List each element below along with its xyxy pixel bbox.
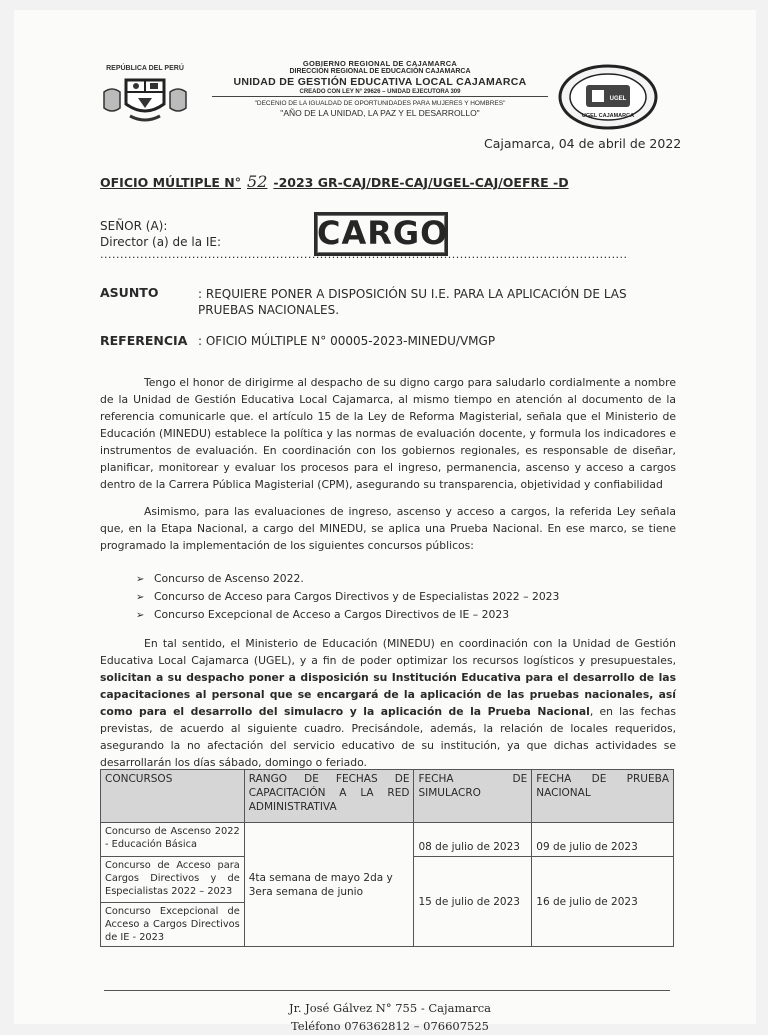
addressee-role: Director (a) de la IE: (100, 235, 222, 249)
arrow-bullet-icon: ➢ (136, 592, 145, 603)
table-cell-simulacro: 08 de julio de 2023 (414, 823, 532, 857)
header-year-motto: "AÑO DE LA UNIDAD, LA PAZ Y EL DESARROLLO" (280, 108, 480, 118)
header-divider (212, 96, 548, 97)
peru-coat-of-arms-logo (90, 56, 200, 126)
table-cell-prueba: 16 de julio de 2023 (532, 857, 674, 947)
header-ugel-title: UNIDAD DE GESTIÓN EDUCATIVA LOCAL CAJAMARCA (233, 76, 527, 88)
table-cell-concurso: Concurso Excepcional de Acceso a Cargos Directivos de IE - 2023 (101, 903, 245, 947)
table-cell-concurso: Concurso de Ascenso 2022 - Educación Básica (101, 823, 245, 857)
table-header-row (101, 770, 674, 823)
footer-phone: Teléfono 076362812 – 076607525 (291, 1019, 489, 1033)
table-cell-simulacro: 15 de julio de 2023 (414, 857, 532, 947)
svg-text:UGEL CAJAMARCA: UGEL CAJAMARCA (581, 113, 635, 119)
body-paragraph-1 (100, 374, 676, 493)
header-decade-motto: "DECENIO DE LA IGUALDAD DE OPORTUNIDADES PARA MUJERES Y HOMBRES" (254, 100, 506, 107)
table-header-cell: FECHA DE PRUEBA NACIONAL (532, 770, 674, 823)
referencia-label: REFERENCIA (100, 333, 188, 348)
footer (240, 999, 540, 1035)
schedule-table (100, 769, 674, 947)
addressee-block (100, 218, 221, 250)
table-row (101, 823, 674, 857)
body-paragraph-2 (100, 503, 676, 554)
addressee-dotted-line: .................................................................................................................................... (100, 248, 628, 261)
header-creation-law: CREADO CON LEY N° 29626 – UNIDAD EJECUTORA 309 (299, 89, 461, 95)
svg-text:REPÚBLICA DEL PERÚ: REPÚBLICA DEL PERÚ (106, 65, 184, 72)
table-cell-concurso: Concurso de Acceso para Cargos Directivos y de Especialistas 2022 – 2023 (101, 857, 245, 903)
header-regional-direction: DIRECCIÓN REGIONAL DE EDUCACIÓN CAJAMARCA (289, 68, 471, 75)
footer-divider (104, 990, 670, 991)
footer-address: Jr. José Gálvez N° 755 - Cajamarca (288, 1001, 492, 1015)
ugel-cajamarca-seal-logo (556, 63, 660, 131)
header-regional-government: GOBIERNO REGIONAL DE CAJAMARCA (302, 59, 458, 68)
paragraph-3-text: En tal sentido, el Ministerio de Educación (MINEDU) en coordinación con la Unidad de Gestión Educativa Local Cajamarca (UGEL), y a fin de poder optimizar los recursos logísticos y presupuestales, solicitan a su despacho poner a disposición su Institución Educativa para el desarrollo de las capacitaciones al personal que se encargará de la aplicación de las pruebas nacionales, así como para el desarrollo del simulacro y la aplicación de la Prueba Nacional, en las fechas previstas, de acuerdo al siguiente cuadro. Precisándole, además, la relación de locales requeridos, asegurando la no afectación del servicio educativo de su institución, ya que dichas actividades se desarrollarán los días sábado, domingo o feriado. (100, 637, 676, 769)
list-item: ➢ Concurso de Ascenso 2022. (136, 570, 559, 588)
body-paragraph-3 (100, 635, 676, 771)
table-cell-prueba: 09 de julio de 2023 (532, 823, 674, 857)
table-header-cell: RANGO DE FECHAS DE CAPACITACIÓN A LA RED ADMINISTRATIVA (244, 770, 414, 823)
list-item: ➢ Concurso Excepcional de Acceso a Cargos Directivos de IE – 2023 (136, 606, 559, 624)
paragraph-2-text: Asimismo, para las evaluaciones de ingreso, ascenso y acceso a cargos, la referida Ley señala que, en la Etapa Nacional, a cargo del MINEDU, se aplica una Prueba Nacional. En ese marco, se tiene programado la implementación de los siguientes concursos públicos: (100, 505, 676, 552)
arrow-bullet-icon: ➢ (136, 574, 145, 585)
asunto-text: : REQUIERE PONER A DISPOSICIÓN SU I.E. PARA LA APLICACIÓN DE LAS PRUEBAS NACIONALES. (198, 287, 627, 317)
svg-text:UGEL: UGEL (609, 96, 627, 102)
table-cell-capacitacion: 4ta semana de mayo 2da y 3era semana de junio (244, 823, 414, 947)
addressee-salutation: SEÑOR (A): (100, 219, 168, 233)
table-header-cell: CONCURSOS (101, 770, 245, 823)
paragraph-1-text: Tengo el honor de dirigirme al despacho de su digno cargo para saludarlo cordialmente a nombre de la Unidad de Gestión Educativa Local Cajamarca, al mismo tiempo en atención al documento de la referencia comunicarle que. el artículo 15 de la Ley de Reforma Magisterial, señala que el Ministerio de Educación (MINEDU) establece la política y las normas de evaluación docente, y formula los indicadores e instrumentos de evaluación. En coordinación con los gobiernos regionales, es responsable de diseñar, planificar, monitorear y evaluar los procesos para el ingreso, permanencia, ascenso y acceso a cargos dentro de la Carrera Pública Magisterial (CPM), asegurando su transparencia, objetividad y confiabilidad (100, 376, 676, 491)
oficio-reference (100, 172, 569, 191)
oficio-suffix: -2023 GR-CAJ/DRE-CAJ/UGEL-CAJ/OEFRE -D (273, 175, 569, 190)
referencia-text: : OFICIO MÚLTIPLE N° 00005-2023-MINEDU/VMGP (198, 334, 496, 348)
asunto-label: ASUNTO (100, 285, 159, 300)
oficio-prefix: OFICIO MÚLTIPLE N° (100, 175, 242, 190)
oficio-number: 52 (247, 172, 268, 191)
table-header-cell: FECHA DE SIMULACRO (414, 770, 532, 823)
cargo-stamp: CARGO (314, 212, 448, 256)
paragraph-3-bold-request: solicitan a su despacho poner a disposición su Institución Educativa para el desarrollo de las capacitaciones al personal que se encargará de la aplicación de las pruebas nacionales, así como para el desarrollo del simulacro y la aplicación de la Prueba Nacional (100, 671, 676, 718)
document-date: Cajamarca, 04 de abril de 2022 (484, 136, 682, 151)
list-item: ➢ Concurso de Acceso para Cargos Directivos y de Especialistas 2022 – 2023 (136, 588, 559, 606)
contest-list (136, 570, 559, 624)
arrow-bullet-icon: ➢ (136, 610, 145, 621)
